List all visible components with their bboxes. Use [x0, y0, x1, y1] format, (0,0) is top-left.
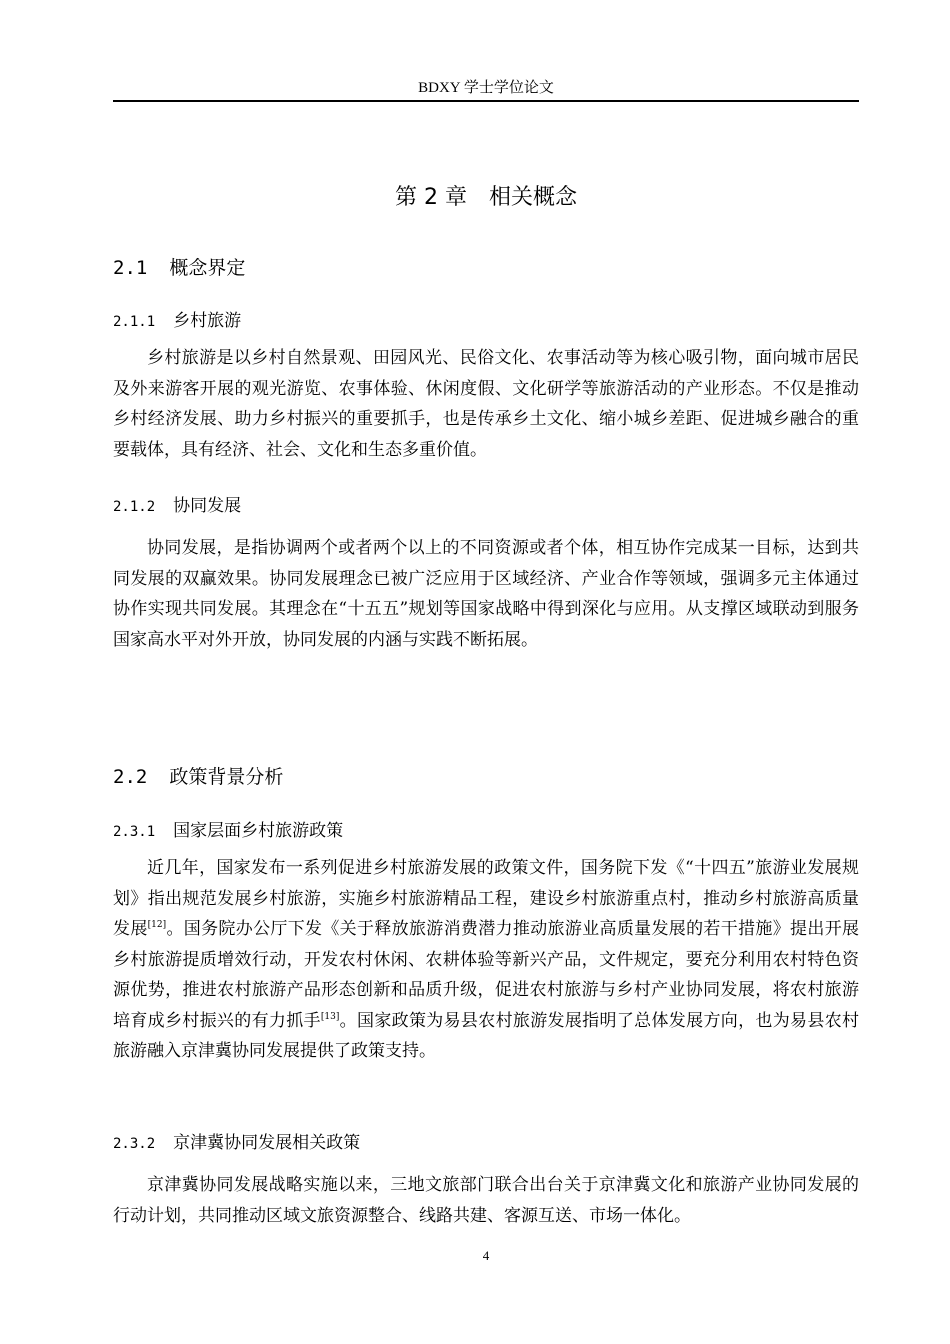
citation-13: [13]	[320, 1011, 340, 1022]
section-title: 政策背景分析	[169, 766, 284, 788]
paragraph-national-policy	[113, 853, 859, 1067]
subsection-title: 乡村旅游	[173, 311, 242, 331]
subsection-number: 2.3.2	[113, 1136, 156, 1152]
citation-12: [12]	[147, 920, 167, 930]
paragraph-rural-tourism: 乡村旅游是以乡村自然景观、田园风光、民俗文化、农事活动等为核心吸引物，面向城市居民及外来游客开展的观光游览、农事体验、休闲度假、文化研学等旅游活动的产业形态。不仅是推动乡村经济发展、助力乡村振兴的重要抓手，也是传承乡土文化、缩小城乡差距、促进城乡融合的重要载体，具有经济、社会、文化和生态多重价值。	[113, 348, 859, 460]
subsection-number: 2.1.2	[113, 499, 156, 515]
section-number: 2.2	[113, 766, 148, 788]
section-title: 概念界定	[169, 257, 246, 279]
chapter-title: 第 2 章 相关概念	[395, 185, 577, 210]
subsection-title: 京津冀协同发展相关政策	[173, 1133, 361, 1153]
subsection-heading-2-3-1	[113, 816, 343, 841]
paragraph-jjj-policy: 京津冀协同发展战略实施以来，三地文旅部门联合出台关于京津冀文化和旅游产业协同发展的行动计划，共同推动区域文旅资源整合、线路共建、客源互送、市场一体化。	[113, 1175, 859, 1226]
section-heading-2-1	[113, 253, 245, 280]
subsection-title: 国家层面乡村旅游政策	[173, 821, 344, 841]
subsection-number: 2.3.1	[113, 824, 156, 840]
running-header: BDXY 学士学位论文	[418, 80, 554, 96]
section-heading-2-2	[113, 762, 283, 789]
paragraph-coordinated-development: 协同发展，是指协调两个或者两个以上的不同资源或者个体，相互协作完成某一目标，达到共同发展的双赢效果。协同发展理念已被广泛应用于区域经济、产业合作等领域，强调多元主体通过协作实现共同发展。其理念在“十五五”规划等国家战略中得到深化与应用。从支撑区域联动到服务国家高水平对外开放，协同发展的内涵与实践不断拓展。	[113, 538, 859, 650]
paragraph-text: 。国务院办公厅下发《关于释放旅游消费潜力推动旅游业高质量发展的若干措施》提出开展乡村旅游提质增效行动，开发农村休闲、农耕体验等新兴产品，文件规定，要充分利用农村特色资源优势，推进农村旅游产品形态创新和品质升级，促进农村旅游与乡村产业协同发展，将农村旅游培育成乡村振兴的有力抓手	[113, 919, 860, 1031]
subsection-title: 协同发展	[173, 496, 242, 516]
subsection-heading-2-1-1	[113, 306, 241, 331]
section-number: 2.1	[113, 257, 148, 279]
header-rule	[113, 100, 859, 102]
subsection-number: 2.1.1	[113, 314, 156, 330]
page-number: 4	[482, 1248, 490, 1263]
paragraph-text: 近几年，国家发布一系列促进乡村旅游发展的政策文件，国务院下发《“十四五”旅游业发展规划》指出规范发展乡村旅游，实施乡村旅游精品工程，建设乡村旅游重点村，推动乡村旅游高质量发展	[113, 858, 859, 939]
paragraph-text: 。国家政策为易县农村旅游发展指明了总体发展方向，也为易县农村旅游融入京津冀协同发展提供了政策支持。	[113, 1010, 860, 1061]
subsection-heading-2-1-2	[113, 491, 241, 516]
subsection-heading-2-3-2	[113, 1128, 360, 1153]
